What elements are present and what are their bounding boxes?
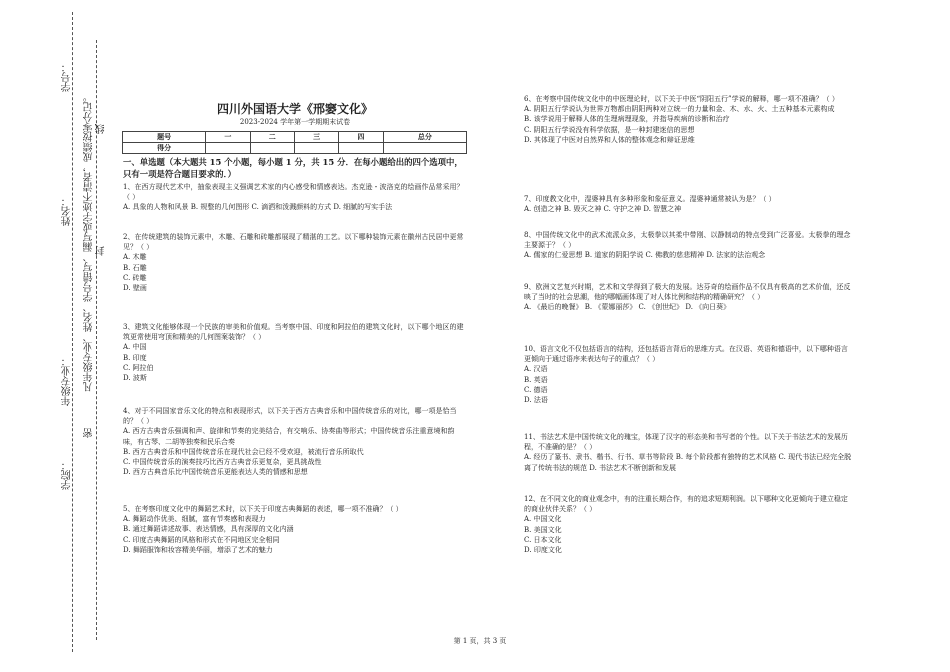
question-3 xyxy=(123,322,468,383)
question-1 xyxy=(123,182,468,213)
score-cell xyxy=(250,143,294,154)
question-option: A. 具象的人物和风景 B. 规整的几何图形 C. 滴洒和泼溅颜料的方式 D. 细腻的写实手法 xyxy=(123,203,393,212)
score-cell xyxy=(294,143,338,154)
question-option: C. 日本文化 xyxy=(524,535,562,544)
question-option: A. 儒家的仁爱思想 B. 道家的阴阳学说 C. 佛教的慈悲精神 D. 法家的法治观念 xyxy=(524,251,766,260)
exam-title: 四川外国语大学《邢窭文化》 xyxy=(216,102,373,116)
score-cell xyxy=(206,143,250,154)
question-option: C. 中国传统音乐的演奏技巧比西方古典音乐更复杂，更具挑战性 xyxy=(123,458,322,467)
major-label: 年级专业： xyxy=(62,356,73,406)
score-table xyxy=(122,131,467,154)
score-header-cell: 三 xyxy=(294,132,338,143)
question-option: A. 《最后的晚餐》 B. 《蒙娜丽莎》 C. 《创世纪》 D. 《向日葵》 xyxy=(524,303,731,312)
question-option: A. 中国文化 xyxy=(524,515,562,524)
college-label: 学院： xyxy=(62,460,73,490)
page-footer: 第 1 页，共 3 页 xyxy=(453,637,507,645)
question-option: A. 阴阳五行学说认为世界万物都由阴阳两种对立统一的力量和金、木、水、火、土五种基本元素构成 xyxy=(524,105,835,114)
question-stem: 10、语言文化不仅包括语言的结构，还包括语言背后的思维方式。在汉语、英语和德语中，以下哪种语言更倾向于通过语序来表达句子的重点？（ ） xyxy=(524,345,848,364)
question-option: B. 美国文化 xyxy=(524,525,562,534)
score-header-cell: 题号 xyxy=(123,132,206,143)
question-option: A. 西方古典音乐强调和声、旋律和节奏的完美结合，有交响乐、协奏曲等形式；中国传统音乐注重意境和韵味，有古琴、二胡等独奏和民乐合奏 xyxy=(123,427,455,446)
question-2 xyxy=(123,232,468,293)
question-option: B. 石雕 xyxy=(123,263,147,272)
question-option: C. 砖雕 xyxy=(123,273,147,282)
question-11 xyxy=(524,432,854,473)
score-header-cell: 四 xyxy=(339,132,383,143)
question-stem: 12、在不同文化的商业观念中，有的注重长期合作，有的追求短期利润。以下哪种文化更倾向于建立稳定的商业伙伴关系？（ ） xyxy=(524,495,848,514)
question-option: B. 西方古典音乐和中国传统音乐在现代社会已经不受欢迎，被流行音乐所取代 xyxy=(123,447,364,456)
question-option: A. 创造之神 B. 毁灭之神 C. 守护之神 D. 智慧之神 xyxy=(524,205,682,214)
question-stem: 11、书法艺术是中国传统文化的瑰宝，体现了汉字的形态美和书写者的个性。以下关于书法艺术的发展历程，不准确的是？（ ） xyxy=(524,433,848,452)
section-heading: 一、单选题（本大题共 15 个小题，每小题 1 分，共 15 分．在每小题给出的四个选项中，只有一项是符合题目要求的．） xyxy=(123,157,463,179)
question-option: B. 英语 xyxy=(524,375,548,384)
question-option: A. 中国 xyxy=(123,343,147,352)
question-option: A. 汉语 xyxy=(524,365,548,374)
question-stem: 1、在西方现代艺术中，抽象表现主义强调艺术家的内心感受和情感表达。杰克逊・波洛克的绘画作品常采用？（ ） xyxy=(123,183,464,202)
question-option: C. 阴阳五行学说没有科学依据，是一种封建迷信的思想 xyxy=(524,125,695,134)
question-stem: 7、印度教文化中，湿婆神具有多种形象和象征意义。湿婆神通常被认为是？（ ） xyxy=(524,195,776,203)
question-8 xyxy=(524,230,854,261)
score-header-cell: 二 xyxy=(250,132,294,143)
binding-line-outer xyxy=(72,12,73,652)
question-option: C. 德语 xyxy=(524,385,548,394)
question-option: D. 西方古典音乐比中国传统音乐更能表达人类的情感和思想 xyxy=(123,468,308,477)
score-cell xyxy=(339,143,383,154)
exam-subtitle: 2023-2024 学年第一学期期末试卷 xyxy=(239,118,351,126)
question-option: B. 通过舞蹈讲述故事、表达情感，具有深厚的文化内涵 xyxy=(123,525,294,534)
question-9 xyxy=(524,282,854,313)
question-7 xyxy=(524,194,854,214)
question-option: D. 舞蹈服饰和妆容精美华丽，增添了艺术的魅力 xyxy=(123,545,273,554)
binding-warning: 凡年级专业、姓名、学号错写、漏写或字迹不清者，成绩按零分记。 xyxy=(84,92,95,392)
score-row-label: 得分 xyxy=(123,143,206,154)
score-header-cell: 总分 xyxy=(383,132,466,143)
score-cell xyxy=(383,143,466,154)
question-6 xyxy=(524,94,854,145)
question-stem: 8、中国传统文化中的武术流派众多，太极拳以其柔中带刚、以静制动的特点受到广泛喜爱。太极拳的理念主要源于？（ ） xyxy=(524,231,851,250)
question-stem: 4、对于不同国家音乐文化的特点和表现形式，以下关于西方古典音乐和中国传统音乐的对比，哪一项是恰当的？（ ） xyxy=(123,407,457,426)
seal-char-feng: 封 xyxy=(96,246,107,256)
question-option: D. 波斯 xyxy=(123,374,147,383)
question-option: D. 壁画 xyxy=(123,284,147,293)
question-4 xyxy=(123,406,468,477)
question-option: B. 印度 xyxy=(123,353,147,362)
score-header-cell: 一 xyxy=(206,132,250,143)
student-id-label: 学号： xyxy=(62,62,73,92)
question-option: D. 印度文化 xyxy=(524,546,562,555)
question-stem: 6、在考察中国传统文化中的中医理论时，以下关于中医“阴阳五行”学说的解释，哪一项不准确？（ ） xyxy=(524,95,839,103)
question-option: C. 阿拉伯 xyxy=(123,363,154,372)
question-stem: 3、建筑文化能够体现一个民族的审美和价值观。当考察中国、印度和阿拉伯的建筑文化时，以下哪个地区的建筑更常使用穹顶和精美的几何图案装饰？（ ） xyxy=(123,323,464,342)
seal-char-mi: 密 xyxy=(84,428,95,438)
question-stem: 9、欧洲文艺复兴时期，艺术和文学得到了极大的发展。达芬奇的绘画作品不仅具有极高的艺术价值，还反映了当时的社会思潮，他的哪幅画体现了对人体比例和结构的精确研究？（ ） xyxy=(524,283,851,302)
question-stem: 2、在传统建筑的装饰元素中，木雕、石雕和砖雕都展现了精湛的工艺。以下哪种装饰元素在徽州古民居中更常见？（ ） xyxy=(123,233,464,252)
score-table-score-row xyxy=(123,143,467,154)
question-option: A. 经历了篆书、隶书、楷书、行书、草书等阶段 B. 每个阶段都有独特的艺术风格 C. 现代书法已经完全脱离了传统书法的规范 D. 书法艺术不断创新和发展 xyxy=(524,453,852,472)
question-option: D. 法语 xyxy=(524,396,548,405)
question-option: A. 木雕 xyxy=(123,253,147,262)
question-10 xyxy=(524,344,854,405)
name-label: 姓名： xyxy=(62,196,73,226)
question-option: C. 印度古典舞蹈的风格和形式在不同地区完全相同 xyxy=(123,535,280,544)
question-option: A. 舞蹈动作优美、细腻，富有节奏感和表现力 xyxy=(123,515,266,524)
question-stem: 5、在考察印度文化中的舞蹈艺术时，以下关于印度古典舞蹈的表述，哪一项不准确？（ ） xyxy=(123,505,403,513)
seal-char-xian: 线 xyxy=(96,124,107,134)
question-option: B. 该学说用于解释人体的生理病理现象，并指导疾病的诊断和治疗 xyxy=(524,115,730,124)
question-12 xyxy=(524,494,854,555)
score-table-header-row xyxy=(123,132,467,143)
question-5 xyxy=(123,504,468,555)
question-option: D. 其体现了中医对自然界和人体的整体观念和辩证思维 xyxy=(524,135,695,144)
